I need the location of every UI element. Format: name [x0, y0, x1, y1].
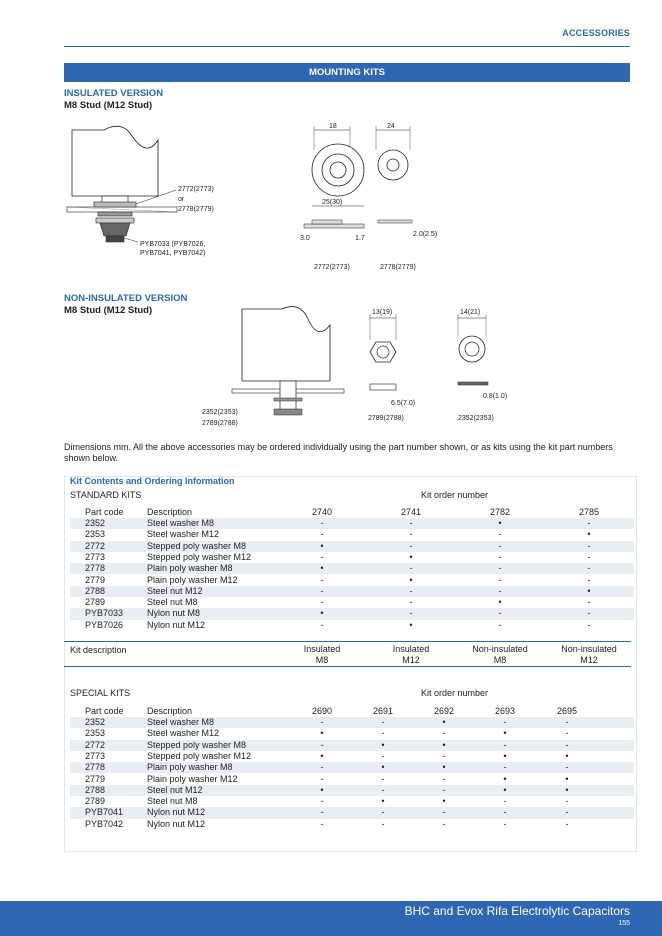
non-insulated-assembly-drawing	[230, 305, 350, 425]
part-code-cell: 2778	[85, 563, 106, 574]
col-part-code: Part code	[85, 507, 124, 517]
dim-6-5: 6.5(7.0)	[391, 400, 416, 407]
caption-2352: 2352(2353)	[458, 415, 494, 422]
part-code-cell: 2789	[85, 796, 106, 807]
kit-mark-cell: -	[442, 773, 446, 784]
part-code-cell: 2779	[85, 773, 106, 784]
kit-desc-line: M12	[580, 655, 598, 665]
dim-25: 25(30)	[322, 199, 343, 206]
standard-header-row	[70, 507, 634, 518]
kit-2695: 2695	[556, 706, 578, 716]
table-row	[70, 751, 634, 762]
kit-mark-cell: -	[320, 762, 324, 773]
kit-mark-cell: •	[587, 585, 591, 596]
table-row	[70, 541, 634, 552]
header-divider	[64, 46, 630, 47]
kit-mark-cell: -	[498, 540, 502, 551]
kit-desc-line: Insulated	[392, 644, 430, 654]
description-cell: Steel washer M12	[147, 529, 220, 540]
kit-mark-cell: •	[587, 529, 591, 540]
description-cell: Stepped poly washer M8	[147, 739, 247, 750]
kit-mark-cell: -	[409, 585, 413, 596]
part-code-cell: 2352	[85, 518, 106, 528]
part-code-cell: 2772	[85, 540, 106, 551]
kit-mark-cell: •	[442, 717, 446, 727]
kit-contents-heading: Kit Contents and Ordering Information	[70, 476, 235, 486]
kit-2691: 2691	[372, 706, 394, 716]
table-row	[70, 620, 634, 631]
kit-mark-cell: -	[503, 739, 507, 750]
description-cell: Steel nut M8	[147, 796, 198, 807]
table-row	[70, 563, 634, 574]
kit-mark-cell: -	[503, 807, 507, 818]
description-cell: Steel nut M8	[147, 597, 198, 608]
kit-mark-cell: -	[320, 597, 324, 608]
insulated-washer-callout	[178, 185, 214, 215]
non-insulated-version-subtitle: M8 Stud (M12 Stud)	[64, 305, 153, 316]
kit-2693: 2693	[494, 706, 516, 716]
kit-desc-line: M8	[493, 655, 507, 665]
kit-mark-cell: -	[565, 728, 569, 739]
table-row	[70, 608, 634, 619]
description-cell: Stepped poly washer M12	[147, 551, 252, 562]
table-row	[70, 796, 634, 807]
description-cell: Steel washer M8	[147, 518, 215, 528]
kit-mark-cell: -	[409, 518, 413, 528]
non-insulated-version-title: NON-INSULATED VERSION	[64, 293, 188, 304]
table-row	[70, 717, 634, 728]
dim-3-0: 3.0	[300, 235, 310, 242]
kit-mark-cell: -	[565, 739, 569, 750]
kit-mark-cell: -	[409, 597, 413, 608]
part-code-cell: 2772	[85, 739, 106, 750]
page-number: 155	[618, 920, 630, 927]
kit-mark-cell: -	[381, 750, 385, 761]
kit-desc-insulated-m8	[282, 644, 362, 666]
standard-kit-order-label: Kit order number	[421, 490, 489, 500]
part-code-cell: 2789	[85, 597, 106, 608]
part-code-cell: PYB7026	[85, 619, 124, 630]
kit-mark-cell: -	[320, 739, 324, 750]
kit-mark-cell: •	[498, 597, 502, 608]
description-cell: Plain poly washer M12	[147, 574, 238, 585]
kit-mark-cell: •	[442, 796, 446, 807]
kit-mark-cell: -	[498, 529, 502, 540]
kit-desc-line: M8	[315, 655, 329, 665]
kit-mark-cell: -	[565, 762, 569, 773]
kit-mark-cell: -	[409, 540, 413, 551]
kit-mark-cell: •	[442, 762, 446, 773]
description-cell: Steel washer M8	[147, 717, 215, 727]
kit-2785: 2785	[578, 507, 600, 517]
kit-mark-cell: -	[320, 717, 324, 727]
description-cell: Nylon nut M12	[147, 619, 206, 630]
dimensions-note: Dimensions mm. All the above accessories may be ordered individually using the part number shown, or as kits using the kit part numbers shown below.	[64, 442, 613, 463]
description-cell: Nylon nut M12	[147, 818, 206, 829]
table-row	[70, 529, 634, 540]
description-cell: Nylon nut M8	[147, 608, 201, 619]
mounting-kits-banner: MOUNTING KITS	[64, 63, 630, 82]
table-row	[70, 586, 634, 597]
kit-mark-cell: -	[320, 551, 324, 562]
kit-mark-cell: -	[409, 608, 413, 619]
part-code-cell: PYB7041	[85, 807, 124, 818]
description-cell: Steel nut M12	[147, 784, 203, 795]
kit-mark-cell: -	[565, 796, 569, 807]
kit-mark-cell: •	[320, 728, 324, 739]
kit-mark-cell: -	[409, 563, 413, 574]
dim-18: 18	[329, 123, 337, 130]
kit-mark-cell: -	[442, 784, 446, 795]
kit-2741: 2741	[400, 507, 422, 517]
kit-desc-non-insulated-m8	[460, 644, 540, 666]
kit-mark-cell: •	[503, 750, 507, 761]
kit-mark-cell: -	[442, 728, 446, 739]
caption-2772: 2772(2773)	[314, 264, 350, 271]
col-part-code: Part code	[85, 706, 124, 716]
kit-mark-cell: -	[320, 773, 324, 784]
part-code-cell: 2353	[85, 728, 106, 739]
kit-2690: 2690	[311, 706, 333, 716]
kit-mark-cell: -	[320, 807, 324, 818]
callout-line: PYB7033 (PYB7026,	[140, 241, 206, 248]
description-cell: Plain poly washer M12	[147, 773, 238, 784]
section-header: ACCESSORIES	[562, 28, 630, 38]
kit-mark-cell: -	[503, 717, 507, 727]
kit-mark-cell: •	[381, 762, 385, 773]
kit-mark-cell: -	[565, 818, 569, 829]
table-row	[70, 728, 634, 739]
table-row	[70, 762, 634, 773]
part-code-cell: PYB7042	[85, 818, 124, 829]
kit-mark-cell: -	[587, 619, 591, 630]
kit-mark-cell: •	[503, 773, 507, 784]
kit-mark-cell: -	[587, 551, 591, 562]
footer-title: BHC and Evox Rifa Electrolytic Capacitors	[404, 904, 630, 918]
kit-mark-cell: •	[503, 728, 507, 739]
kit-mark-cell: -	[565, 717, 569, 727]
dim-1-7: 1.7	[355, 235, 365, 242]
kit-mark-cell: •	[320, 784, 324, 795]
kit-mark-cell: -	[320, 818, 324, 829]
table-row	[70, 597, 634, 608]
kit-mark-cell: -	[442, 818, 446, 829]
kit-mark-cell: -	[587, 518, 591, 528]
kit-mark-cell: -	[381, 807, 385, 818]
kit-mark-cell: -	[498, 585, 502, 596]
caption-2778: 2778(2779)	[380, 264, 416, 271]
kit-mark-cell: -	[587, 608, 591, 619]
kit-mark-cell: -	[498, 619, 502, 630]
kit-mark-cell: -	[503, 818, 507, 829]
kit-mark-cell: -	[381, 818, 385, 829]
kit-desc-insulated-m12	[371, 644, 451, 666]
special-header-row	[70, 706, 634, 717]
kit-mark-cell: -	[498, 563, 502, 574]
col-description: Description	[147, 706, 193, 716]
description-cell: Steel nut M12	[147, 585, 203, 596]
callout-line: PYB7041, PYB7042)	[140, 250, 206, 257]
kit-mark-cell: -	[503, 762, 507, 773]
description-cell: Stepped poly washer M8	[147, 540, 247, 551]
kit-mark-cell: •	[503, 784, 507, 795]
kit-mark-cell: -	[442, 807, 446, 818]
kit-mark-cell: -	[320, 518, 324, 528]
kit-mark-cell: •	[565, 773, 569, 784]
kit-mark-cell: -	[498, 608, 502, 619]
table-row	[70, 575, 634, 586]
kit-mark-cell: -	[320, 574, 324, 585]
description-cell: Plain poly washer M8	[147, 563, 233, 574]
table-row	[70, 819, 634, 830]
kit-mark-cell: -	[320, 796, 324, 807]
description-cell: Nylon nut M12	[147, 807, 206, 818]
kit-mark-cell: -	[320, 585, 324, 596]
kit-mark-cell: •	[381, 796, 385, 807]
table-row	[70, 740, 634, 751]
table-row	[70, 552, 634, 563]
dim-14-21: 14(21)	[460, 309, 481, 316]
part-code-cell: 2773	[85, 750, 106, 761]
part-code-cell: PYB7033	[85, 608, 124, 619]
part-code-cell: 2352	[85, 717, 106, 727]
col-description: Description	[147, 507, 193, 517]
insulated-nut-callout	[140, 240, 205, 258]
dim-24: 24	[387, 123, 395, 130]
kit-desc-line: M12	[402, 655, 420, 665]
kit-mark-cell: -	[498, 574, 502, 585]
callout-line: or	[178, 196, 185, 203]
kit-mark-cell: -	[587, 540, 591, 551]
kit-mark-cell: -	[587, 597, 591, 608]
kit-2740: 2740	[311, 507, 333, 517]
part-code-cell: 2788	[85, 784, 106, 795]
kit-mark-cell: •	[409, 574, 413, 585]
kit-mark-cell: -	[409, 529, 413, 540]
kit-mark-cell: •	[320, 540, 324, 551]
kit-mark-cell: -	[381, 728, 385, 739]
description-cell: Plain poly washer M8	[147, 762, 233, 773]
kit-description-label: Kit description	[70, 645, 127, 655]
special-kit-order-label: Kit order number	[421, 688, 489, 698]
kit-mark-cell: -	[503, 796, 507, 807]
kit-mark-cell: •	[409, 551, 413, 562]
kit-mark-cell: •	[498, 518, 502, 528]
kit-mark-cell: -	[565, 807, 569, 818]
dim-2-0: 2.0(2.5)	[413, 231, 438, 238]
special-kits-label: SPECIAL KITS	[70, 688, 131, 698]
kit-mark-cell: •	[565, 750, 569, 761]
kit-mark-cell: -	[381, 784, 385, 795]
callout-2352: 2352(2353)	[202, 409, 238, 416]
insulated-version-subtitle: M8 Stud (M12 Stud)	[64, 100, 153, 111]
part-code-cell: 2779	[85, 574, 106, 585]
kit-desc-line: Non-insulated	[472, 644, 528, 654]
kit-mark-cell: •	[320, 608, 324, 619]
kit-mark-cell: •	[320, 563, 324, 574]
part-code-cell: 2778	[85, 762, 106, 773]
kit-mark-cell: -	[320, 529, 324, 540]
caption-2789: 2789(2788)	[368, 415, 404, 422]
part-code-cell: 2788	[85, 585, 106, 596]
non-insulated-nut-dimensions	[360, 306, 520, 426]
kit-mark-cell: •	[565, 784, 569, 795]
table-row	[70, 807, 634, 818]
kit-mark-cell: •	[381, 739, 385, 750]
insulated-version-title: INSULATED VERSION	[64, 88, 164, 99]
callout-line: 2778(2779)	[178, 206, 214, 213]
dim-0-8: 0.8(1.0)	[483, 393, 508, 400]
part-code-cell: 2353	[85, 529, 106, 540]
kit-mark-cell: -	[320, 619, 324, 630]
description-cell: Steel washer M12	[147, 728, 220, 739]
table-row	[70, 774, 634, 785]
description-cell: Stepped poly washer M12	[147, 750, 252, 761]
table-row	[70, 518, 634, 529]
callout-line: 2772(2773)	[178, 186, 214, 193]
table-row	[70, 785, 634, 796]
kit-mark-cell: -	[381, 773, 385, 784]
kit-desc-line: Insulated	[303, 644, 341, 654]
standard-kits-label: STANDARD KITS	[70, 490, 142, 500]
kit-mark-cell: -	[587, 563, 591, 574]
kit-2692: 2692	[433, 706, 455, 716]
part-code-cell: 2773	[85, 551, 106, 562]
kit-mark-cell: •	[320, 750, 324, 761]
kit-mark-cell: •	[442, 739, 446, 750]
kit-mark-cell: •	[409, 619, 413, 630]
callout-2789: 2789(2788)	[202, 420, 238, 427]
kit-desc-non-insulated-m12	[549, 644, 629, 666]
kit-mark-cell: -	[442, 750, 446, 761]
kit-desc-line: Non-insulated	[561, 644, 617, 654]
kit-mark-cell: -	[498, 551, 502, 562]
dim-13-19: 13(19)	[372, 309, 393, 316]
kit-2782: 2782	[489, 507, 511, 517]
kit-mark-cell: -	[381, 717, 385, 727]
kit-mark-cell: -	[587, 574, 591, 585]
